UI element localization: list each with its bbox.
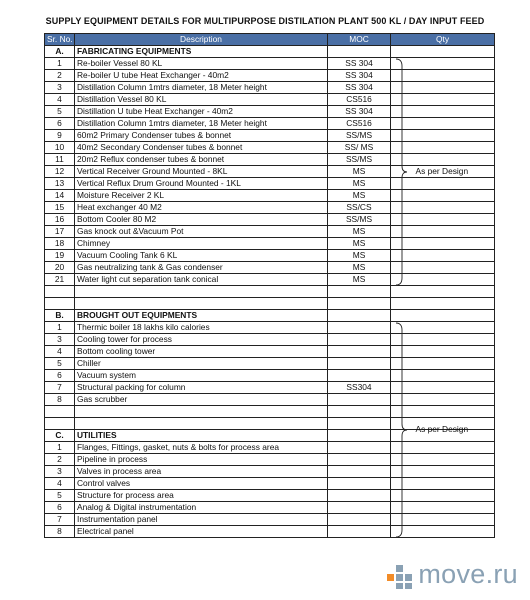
moc-cell: [328, 466, 391, 478]
sr-no-cell: 8: [45, 526, 75, 538]
qty-note-brought-out: As per Design: [415, 423, 469, 434]
moc-cell: [328, 394, 391, 406]
brace-fabricating: [394, 58, 408, 286]
table-row: [45, 382, 495, 394]
description-cell: Vacuum system: [75, 370, 328, 382]
sr-no-cell: 6: [45, 118, 75, 130]
description-cell: Vertical Receiver Ground Mounted - 8KL: [75, 166, 328, 178]
description-cell: Distillation Column 1mtrs diameter, 18 Meter height: [75, 118, 328, 130]
section-letter: A.: [45, 46, 75, 58]
spacer-row: [45, 286, 495, 298]
table-row: [45, 346, 495, 358]
sr-no-cell: 5: [45, 490, 75, 502]
sr-no-cell: 4: [45, 94, 75, 106]
blank-cell: [328, 418, 391, 430]
description-cell: Cooling tower for process: [75, 334, 328, 346]
description-cell: Chimney: [75, 238, 328, 250]
blank-cell: [328, 406, 391, 418]
description-cell: Re-boiler Vessel 80 KL: [75, 58, 328, 70]
sr-no-cell: 7: [45, 514, 75, 526]
description-cell: Water light cut separation tank conical: [75, 274, 328, 286]
sr-no-cell: 3: [45, 466, 75, 478]
table-row: [45, 490, 495, 502]
description-cell: Distillation Vessel 80 KL: [75, 94, 328, 106]
moc-cell: SS/ MS: [328, 142, 391, 154]
section-moc-cell: [328, 430, 391, 442]
moc-cell: [328, 526, 391, 538]
table-row: [45, 322, 495, 334]
description-cell: Control valves: [75, 478, 328, 490]
moc-cell: [328, 502, 391, 514]
description-cell: Flanges, Fittings, gasket, nuts & bolts for process area: [75, 442, 328, 454]
sr-no-cell: 5: [45, 106, 75, 118]
moc-cell: SS/MS: [328, 130, 391, 142]
table-row: [45, 274, 495, 286]
sr-no-cell: 20: [45, 262, 75, 274]
qty-note-fabricating: As per Design: [415, 165, 469, 176]
table-row: [45, 118, 495, 130]
table-row: [45, 334, 495, 346]
moc-cell: [328, 334, 391, 346]
description-cell: Instrumentation panel: [75, 514, 328, 526]
description-cell: Thermic boiler 18 lakhs kilo calories: [75, 322, 328, 334]
description-cell: Electrical panel: [75, 526, 328, 538]
section-title: UTILITIES: [75, 430, 328, 442]
description-cell: 40m2 Secondary Condenser tubes & bonnet: [75, 142, 328, 154]
section-title: FABRICATING EQUIPMENTS: [75, 46, 328, 58]
sr-no-cell: 19: [45, 250, 75, 262]
header-sr-no: Sr. No.: [45, 34, 75, 46]
description-cell: Gas neutralizing tank & Gas condenser: [75, 262, 328, 274]
moc-cell: SS 304: [328, 58, 391, 70]
table-row: [45, 502, 495, 514]
sr-no-cell: 15: [45, 202, 75, 214]
qty-cell: [391, 298, 495, 310]
description-cell: Chiller: [75, 358, 328, 370]
moc-cell: SS 304: [328, 70, 391, 82]
sr-no-cell: 18: [45, 238, 75, 250]
description-cell: Structure for process area: [75, 490, 328, 502]
section-row: [45, 46, 495, 58]
description-cell: Analog & Digital instrumentation: [75, 502, 328, 514]
sr-no-cell: 1: [45, 442, 75, 454]
sr-no-cell: 12: [45, 166, 75, 178]
sr-no-cell: 2: [45, 454, 75, 466]
table-row: [45, 130, 495, 142]
table-row: [45, 190, 495, 202]
table-row: [45, 142, 495, 154]
document-title: SUPPLY EQUIPMENT DETAILS FOR MULTIPURPOSE DISTILATION PLANT 500 KL / DAY INPUT FEED: [45, 16, 485, 26]
moc-cell: MS: [328, 274, 391, 286]
sr-no-cell: 11: [45, 154, 75, 166]
table-row: [45, 226, 495, 238]
moc-cell: [328, 346, 391, 358]
table-row: [45, 442, 495, 454]
section-letter: C.: [45, 430, 75, 442]
table-row: [45, 214, 495, 226]
qty-cell: [391, 286, 495, 298]
moc-cell: MS: [328, 178, 391, 190]
moc-cell: SS/CS: [328, 202, 391, 214]
blank-cell: [45, 406, 75, 418]
table-row: [45, 358, 495, 370]
description-cell: Pipeline in process: [75, 454, 328, 466]
section-title: BROUGHT OUT EQUIPMENTS: [75, 310, 328, 322]
sr-no-cell: 5: [45, 358, 75, 370]
description-cell: Moisture Receiver 2 KL: [75, 190, 328, 202]
brace-brought-out: [394, 322, 408, 538]
blank-cell: [75, 418, 328, 430]
sr-no-cell: 10: [45, 142, 75, 154]
table-row: [45, 178, 495, 190]
qty-cell: [391, 46, 495, 58]
sr-no-cell: 8: [45, 394, 75, 406]
table-row: [45, 478, 495, 490]
watermark: [387, 556, 518, 592]
description-cell: Bottom Cooler 80 M2: [75, 214, 328, 226]
moc-cell: MS: [328, 166, 391, 178]
move-logo-icon: [387, 559, 413, 589]
table-row: [45, 526, 495, 538]
table-row: [45, 250, 495, 262]
table-row: [45, 202, 495, 214]
moc-cell: MS: [328, 250, 391, 262]
blank-cell: [75, 298, 328, 310]
sr-no-cell: 4: [45, 478, 75, 490]
description-cell: Distillation Column 1mtrs diameter, 18 Meter height: [75, 82, 328, 94]
blank-cell: [328, 286, 391, 298]
header-row: [45, 34, 495, 46]
spacer-row: [45, 298, 495, 310]
moc-cell: CS516: [328, 94, 391, 106]
description-cell: Structural packing for column: [75, 382, 328, 394]
sr-no-cell: 6: [45, 502, 75, 514]
sr-no-cell: 3: [45, 334, 75, 346]
header-moc: MOC: [328, 34, 391, 46]
moc-cell: MS: [328, 226, 391, 238]
moc-cell: MS: [328, 238, 391, 250]
sr-no-cell: 17: [45, 226, 75, 238]
sr-no-cell: 13: [45, 178, 75, 190]
table-row: [45, 394, 495, 406]
qty-cell: [391, 310, 495, 322]
table-row: [45, 238, 495, 250]
description-cell: Bottom cooling tower: [75, 346, 328, 358]
moc-cell: SS/MS: [328, 214, 391, 226]
blank-cell: [45, 298, 75, 310]
sr-no-cell: 1: [45, 322, 75, 334]
table-row: [45, 106, 495, 118]
table-row: [45, 370, 495, 382]
description-cell: Gas scrubber: [75, 394, 328, 406]
equipment-table: [44, 33, 495, 538]
table-row: [45, 70, 495, 82]
sr-no-cell: 14: [45, 190, 75, 202]
moc-cell: [328, 370, 391, 382]
description-cell: Heat exchanger 40 M2: [75, 202, 328, 214]
blank-cell: [75, 406, 328, 418]
table-body: [45, 46, 495, 538]
moc-cell: [328, 478, 391, 490]
sr-no-cell: 4: [45, 346, 75, 358]
description-cell: Vacuum Cooling Tank 6 KL: [75, 250, 328, 262]
section-moc-cell: [328, 46, 391, 58]
blank-cell: [45, 286, 75, 298]
description-cell: Valves in process area: [75, 466, 328, 478]
table-row: [45, 58, 495, 70]
table-row: [45, 514, 495, 526]
moc-cell: MS: [328, 190, 391, 202]
header-description: Description: [75, 34, 328, 46]
moc-cell: [328, 442, 391, 454]
sr-no-cell: 3: [45, 82, 75, 94]
moc-cell: SS304: [328, 382, 391, 394]
table-row: [45, 154, 495, 166]
description-cell: 60m2 Primary Condenser tubes & bonnet: [75, 130, 328, 142]
watermark-text: move.ru: [418, 558, 518, 589]
sr-no-cell: 9: [45, 130, 75, 142]
sr-no-cell: 21: [45, 274, 75, 286]
section-moc-cell: [328, 310, 391, 322]
header-qty: Qty: [391, 34, 495, 46]
table-row: [45, 82, 495, 94]
description-cell: 20m2 Reflux condenser tubes & bonnet: [75, 154, 328, 166]
table-row: [45, 262, 495, 274]
section-letter: B.: [45, 310, 75, 322]
moc-cell: [328, 358, 391, 370]
table-row: [45, 466, 495, 478]
moc-cell: CS516: [328, 118, 391, 130]
table-row: [45, 94, 495, 106]
table-row: [45, 454, 495, 466]
sr-no-cell: 16: [45, 214, 75, 226]
moc-cell: SS 304: [328, 106, 391, 118]
description-cell: Re-boiler U tube Heat Exchanger - 40m2: [75, 70, 328, 82]
moc-cell: SS/MS: [328, 154, 391, 166]
moc-cell: [328, 454, 391, 466]
moc-cell: MS: [328, 262, 391, 274]
blank-cell: [75, 286, 328, 298]
sr-no-cell: 2: [45, 70, 75, 82]
moc-cell: [328, 490, 391, 502]
description-cell: Distillation U tube Heat Exchanger - 40m2: [75, 106, 328, 118]
blank-cell: [45, 418, 75, 430]
sr-no-cell: 6: [45, 370, 75, 382]
spacer-row: [45, 406, 495, 418]
description-cell: Gas knock out &Vacuum Pot: [75, 226, 328, 238]
section-row: [45, 310, 495, 322]
moc-cell: [328, 322, 391, 334]
sr-no-cell: 7: [45, 382, 75, 394]
moc-cell: [328, 514, 391, 526]
description-cell: Vertical Reflux Drum Ground Mounted - 1KL: [75, 178, 328, 190]
blank-cell: [328, 298, 391, 310]
sr-no-cell: 1: [45, 58, 75, 70]
moc-cell: SS 304: [328, 82, 391, 94]
